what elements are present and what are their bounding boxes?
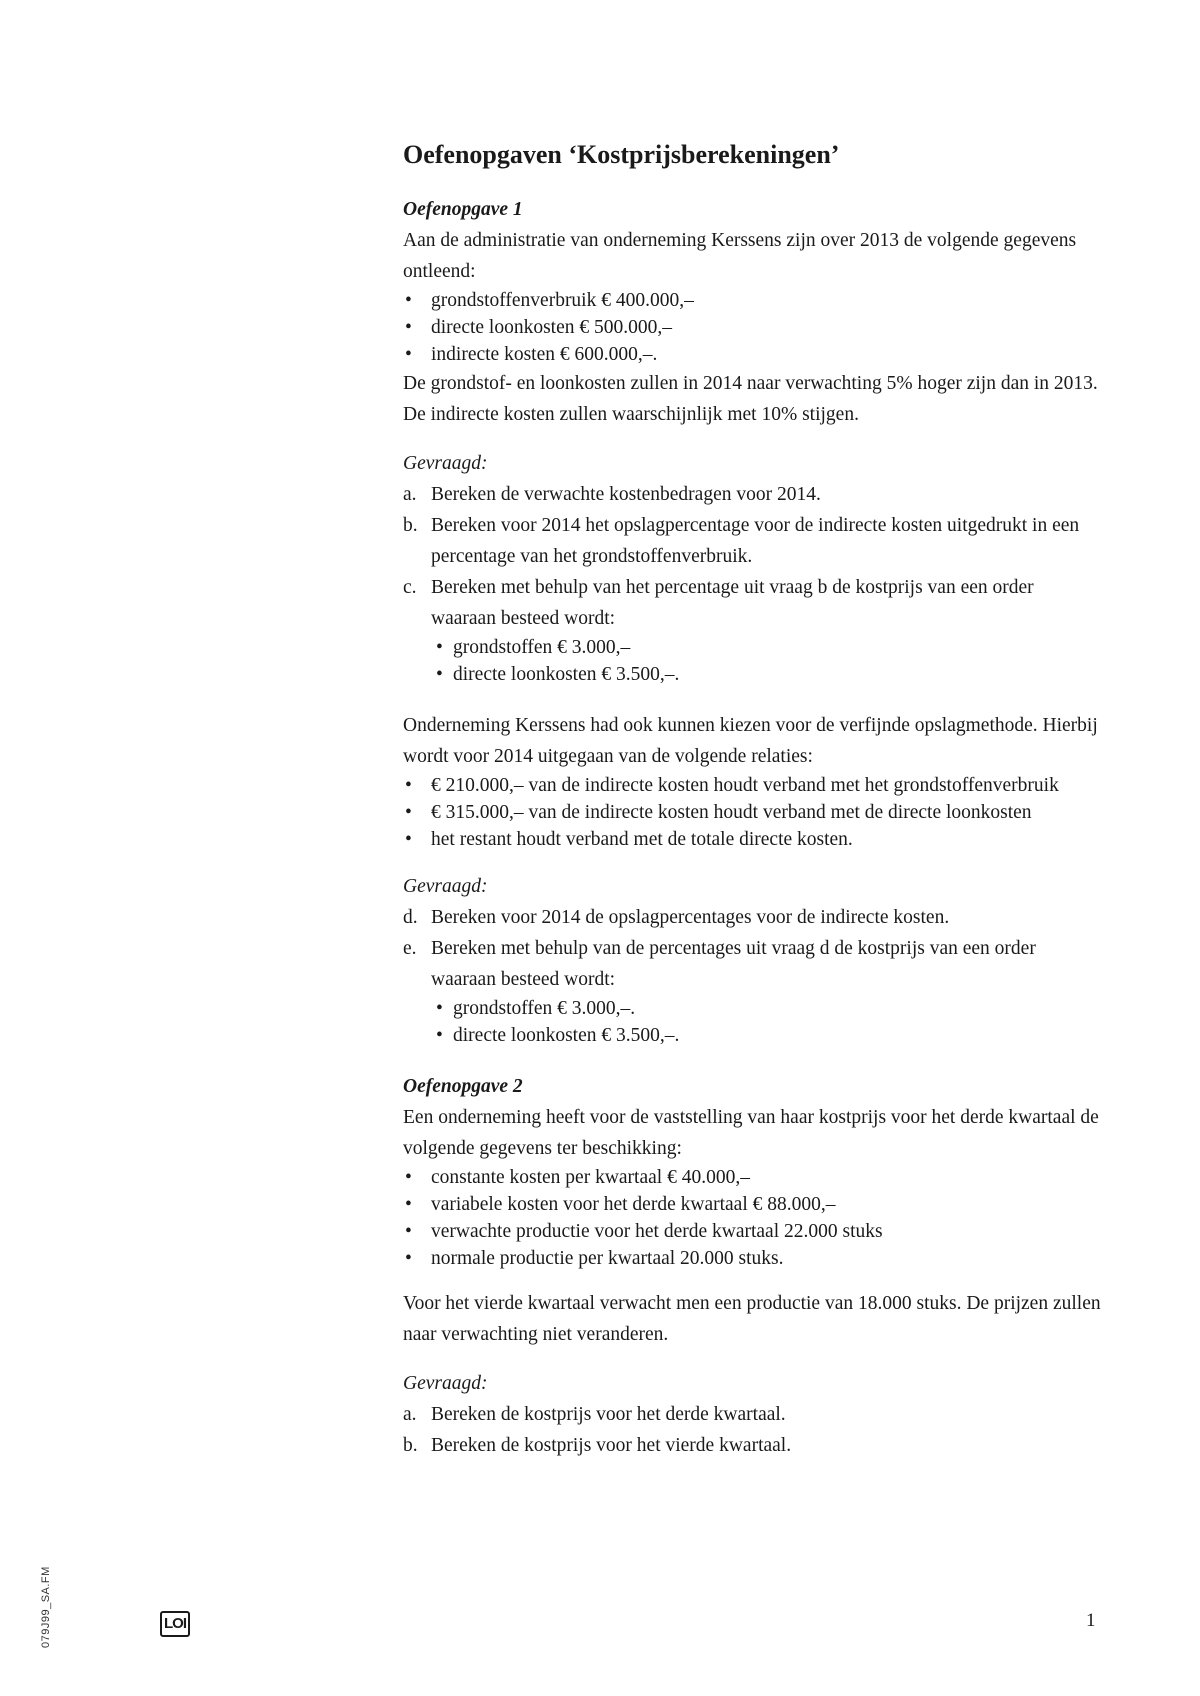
loi-logo: LOI (160, 1611, 190, 1637)
list-item: • grondstoffen € 3.000,–. (403, 995, 1103, 1022)
exercise-1-questions-abc (403, 479, 1103, 634)
question-label: b. (403, 1435, 418, 1456)
question-label: a. (403, 1404, 417, 1425)
list-item: • directe loonkosten € 3.500,–. (403, 1022, 1103, 1049)
question-label: a. (403, 484, 417, 505)
exercise-1-intro: Aan de administratie van onderneming Kerssens zijn over 2013 de volgende gegevens ontleend: (403, 230, 1077, 282)
list-item: • constante kosten per kwartaal € 40.000,– (403, 1164, 1103, 1191)
question-text: Bereken met behulp van de percentages uit vraag d de kostprijs van een order waaraan besteed wordt: (431, 938, 1036, 990)
gevraagd-label: Gevraagd: (403, 876, 488, 897)
question-e (403, 933, 1103, 995)
exercise-1-paragraph-2: Onderneming Kerssens had ook kunnen kiezen voor de verfijnde opslagmethode. Hierbij wordt voor 2014 uitgegaan van de volgende relaties: (403, 715, 1098, 767)
exercise-2-intro: Een onderneming heeft voor de vaststelling van haar kostprijs voor het derde kwartaal de volgende gegevens ter beschikking: (403, 1107, 1099, 1159)
list-item: • grondstoffen € 3.000,– (403, 634, 1103, 661)
question-b (403, 510, 1103, 572)
question-label: d. (403, 907, 418, 928)
list-item: • indirecte kosten € 600.000,–. (403, 341, 1103, 368)
question-text: Bereken de kostprijs voor het derde kwartaal. (431, 1404, 786, 1425)
question-a (403, 1399, 1103, 1430)
list-item: • directe loonkosten € 500.000,– (403, 314, 1103, 341)
question-e-items (403, 995, 1103, 1049)
list-item: • verwachte productie voor het derde kwartaal 22.000 stuks (403, 1218, 1103, 1245)
question-b (403, 1430, 1103, 1461)
exercise-2-paragraph: Voor het vierde kwartaal verwacht men een productie van 18.000 stuks. De prijzen zullen naar verwachting niet veranderen. (403, 1293, 1101, 1345)
exercise-2-heading: Oefenopgave 2 (403, 1076, 523, 1097)
list-item: • grondstoffenverbruik € 400.000,– (403, 287, 1103, 314)
list-item: • directe loonkosten € 3.500,–. (403, 661, 1103, 688)
question-text: Bereken de verwachte kostenbedragen voor 2014. (431, 484, 821, 505)
exercise-2-data-list (403, 1164, 1103, 1272)
list-item: • variabele kosten voor het derde kwartaal € 88.000,– (403, 1191, 1103, 1218)
question-text: Bereken voor 2014 het opslagpercentage voor de indirecte kosten uitgedrukt in een percentage van het grondstoffenverbruik. (431, 515, 1080, 567)
question-text: Bereken voor 2014 de opslagpercentages voor de indirecte kosten. (431, 907, 950, 928)
question-label: e. (403, 938, 417, 959)
gevraagd-label: Gevraagd: (403, 453, 488, 474)
file-code: 079J99_SA.FM (40, 1566, 52, 1648)
exercise-1-paragraph: De grondstof- en loonkosten zullen in 2014 naar verwachting 5% hoger zijn dan in 2013. De indirecte kosten zullen waarschijnlijk met 10% stijgen. (403, 373, 1098, 425)
question-d (403, 902, 1103, 933)
question-a (403, 479, 1103, 510)
question-text: Bereken met behulp van het percentage uit vraag b de kostprijs van een order waaraan besteed wordt: (431, 577, 1034, 629)
question-c (403, 572, 1103, 634)
question-text: Bereken de kostprijs voor het vierde kwartaal. (431, 1435, 792, 1456)
page-number: 1 (1086, 1610, 1096, 1631)
list-item: • € 315.000,– van de indirecte kosten houdt verband met de directe loonkosten (403, 799, 1103, 826)
list-item: • het restant houdt verband met de totale directe kosten. (403, 826, 1103, 853)
question-label: c. (403, 577, 417, 598)
question-c-items (403, 634, 1103, 688)
document-body (403, 138, 1103, 1461)
exercise-2-questions (403, 1399, 1103, 1461)
page-title: Oefenopgaven ‘Kostprijsberekeningen’ (403, 140, 840, 169)
exercise-1-questions-de (403, 902, 1103, 995)
question-label: b. (403, 515, 418, 536)
list-item: • € 210.000,– van de indirecte kosten houdt verband met het grondstoffenverbruik (403, 772, 1103, 799)
exercise-1-data-list (403, 287, 1103, 368)
gevraagd-label: Gevraagd: (403, 1373, 488, 1394)
list-item: • normale productie per kwartaal 20.000 stuks. (403, 1245, 1103, 1272)
relations-list (403, 772, 1103, 853)
exercise-1-heading: Oefenopgave 1 (403, 199, 523, 220)
